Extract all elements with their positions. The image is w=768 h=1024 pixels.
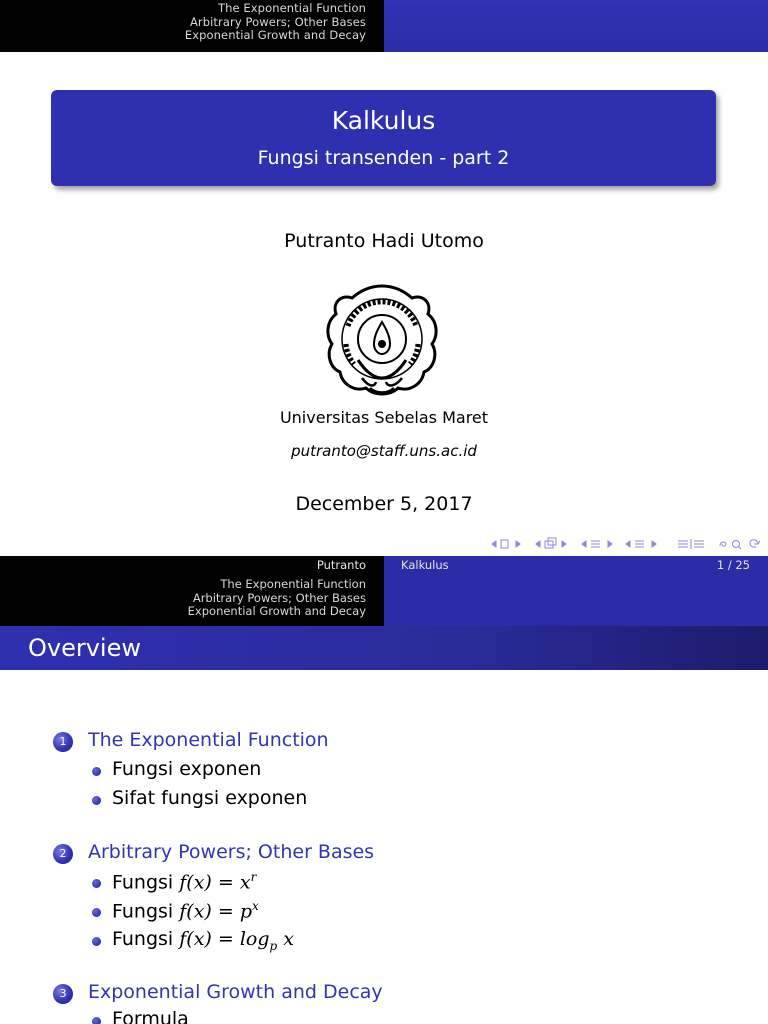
math-superscript: r [250,870,257,884]
bullet-icon [92,908,101,917]
slide-footline [0,556,768,626]
author-name: Putranto Hadi Utomo [284,230,484,252]
slide2-headline-section-2[interactable]: Arbitrary Powers; Other Bases [192,590,366,605]
institute-name: Universitas Sebelas Maret [279,408,489,427]
subsection-label[interactable]: Sifat fungsi exponen [112,787,308,809]
section-title[interactable]: The Exponential Function [88,729,329,751]
slide2-headline-section-list [188,578,366,619]
subsection-label[interactable] [112,870,256,893]
footer-page-number: 1 / 25 [716,558,750,572]
section-number-badge: 2 [53,844,73,864]
headline-section-3[interactable]: Exponential Growth and Decay [184,28,366,42]
frame-title: Overview [28,634,141,662]
author-email[interactable]: putranto@staff.uns.ac.id [291,442,477,460]
nav-search-icon[interactable] [720,540,760,549]
math-expression: f(x) = p [179,900,252,923]
presentation-title: Kalkulus [331,106,436,135]
nav-section-icon[interactable] [582,541,612,547]
headline-right-panel [384,0,768,52]
slide1-headline [0,0,768,52]
section-title[interactable]: Exponential Growth and Decay [88,981,383,1003]
bullet-icon [92,937,101,946]
footer-author: Putranto [316,558,366,572]
nav-frame-icon[interactable] [492,540,520,548]
subsection-prefix: Fungsi [112,928,180,950]
presentation-date: December 5, 2017 [295,493,473,515]
bullet-icon [92,1017,101,1024]
section-title[interactable]: Arbitrary Powers; Other Bases [88,841,375,863]
slide2-headline-section-3[interactable]: Exponential Growth and Decay [187,604,366,618]
footline-left-panel [0,556,384,626]
footline-right-panel [384,556,768,626]
math-superscript: x [252,899,259,913]
math-expression: f(x) = log [179,928,270,950]
bullet-icon [92,879,101,888]
slide2-headline-section-1[interactable]: The Exponential Function [220,577,366,591]
university-seal-icon [324,282,440,402]
subsection-label[interactable] [112,928,294,953]
nav-subsection-icon[interactable] [536,538,566,548]
nav-appendix-icon[interactable] [678,539,704,549]
headline-section-2[interactable]: Arbitrary Powers; Other Bases [189,14,366,29]
headline-left-panel [0,0,384,52]
headline-section-1[interactable]: The Exponential Function [217,1,366,15]
section-number-badge: 3 [53,984,73,1004]
footer-title: Kalkulus [401,558,449,572]
math-subscript: p [269,938,278,953]
nav-document-icon[interactable] [626,541,656,547]
bullet-icon [92,796,101,805]
subsection-label[interactable]: Formula [112,1008,189,1024]
section-number-badge: 1 [53,732,73,752]
title-box [51,90,716,186]
math-expression: f(x) = x [179,871,251,894]
headline-section-list [185,2,366,43]
subsection-prefix: Fungsi [112,900,180,923]
subsection-label[interactable]: Fungsi exponen [112,758,262,780]
math-argument: x [277,928,294,950]
frame-title-bar [0,626,768,670]
subsection-label[interactable] [112,899,259,922]
bullet-icon [92,767,101,776]
subsection-prefix: Fungsi [112,871,180,894]
presentation-subtitle: Fungsi transenden - part 2 [257,147,510,169]
beamer-navigation-symbols[interactable] [488,536,764,552]
